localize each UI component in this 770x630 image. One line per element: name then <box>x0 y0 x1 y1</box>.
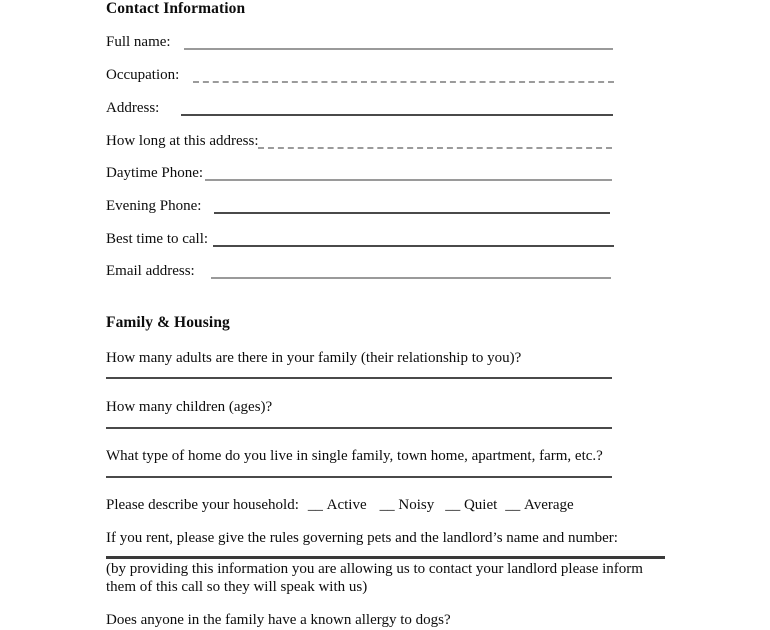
household-option-active-label: Active <box>326 497 367 513</box>
household-description-row <box>106 496 574 515</box>
field-label-address: Address: <box>106 100 160 116</box>
field-label-email-address: Email address: <box>106 263 195 279</box>
field-label-evening-phone: Evening Phone: <box>106 198 202 214</box>
question-dog-allergy: Does anyone in the family have a known allergy to dogs? <box>106 612 451 628</box>
answer-input-landlord-rules[interactable] <box>106 556 665 559</box>
field-input-email-address[interactable] <box>211 277 611 279</box>
field-input-evening-phone[interactable] <box>214 212 610 214</box>
field-input-occupation[interactable] <box>193 81 614 83</box>
section-heading-family-housing: Family & Housing <box>106 314 230 331</box>
field-label-occupation: Occupation: <box>106 67 180 83</box>
field-label-daytime-phone: Daytime Phone: <box>106 165 204 181</box>
landlord-consent-note: (by providing this information you are allowing us to contact your landlord please inform them of this call so they will speak with us) <box>106 561 643 595</box>
question-number-of-adults: How many adults are there in your family (their relationship to you)? <box>106 350 522 366</box>
household-option-active-mark[interactable]: __ <box>307 497 323 513</box>
field-input-address[interactable] <box>181 114 613 116</box>
household-option-average-label: Average <box>524 497 574 513</box>
field-label-best-time-to-call: Best time to call: <box>106 231 209 247</box>
field-input-daytime-phone[interactable] <box>205 179 612 181</box>
field-input-full-name[interactable] <box>184 48 613 50</box>
answer-input-number-of-children[interactable] <box>106 427 612 429</box>
field-label-full-name: Full name: <box>106 34 171 50</box>
question-number-of-children: How many children (ages)? <box>106 399 273 415</box>
section-heading-contact-information: Contact Information <box>106 0 246 17</box>
household-option-quiet-label: Quiet <box>463 497 498 513</box>
household-option-quiet-mark[interactable]: __ <box>445 497 461 513</box>
question-type-of-home: What type of home do you live in single family, town home, apartment, farm, etc.? <box>106 448 603 464</box>
household-option-noisy-mark[interactable]: __ <box>379 497 395 513</box>
household-description-prompt: Please describe your household: <box>106 497 299 513</box>
field-input-how-long-at-address[interactable] <box>258 147 612 149</box>
answer-input-type-of-home[interactable] <box>106 476 612 478</box>
question-landlord-rules: If you rent, please give the rules governing pets and the landlord’s name and number: <box>106 530 618 546</box>
field-input-best-time-to-call[interactable] <box>213 245 614 247</box>
household-option-noisy-label: Noisy <box>398 497 435 513</box>
answer-input-number-of-adults[interactable] <box>106 377 612 379</box>
field-label-how-long-at-address: How long at this address: <box>106 133 259 149</box>
household-option-average-mark[interactable]: __ <box>505 497 521 513</box>
